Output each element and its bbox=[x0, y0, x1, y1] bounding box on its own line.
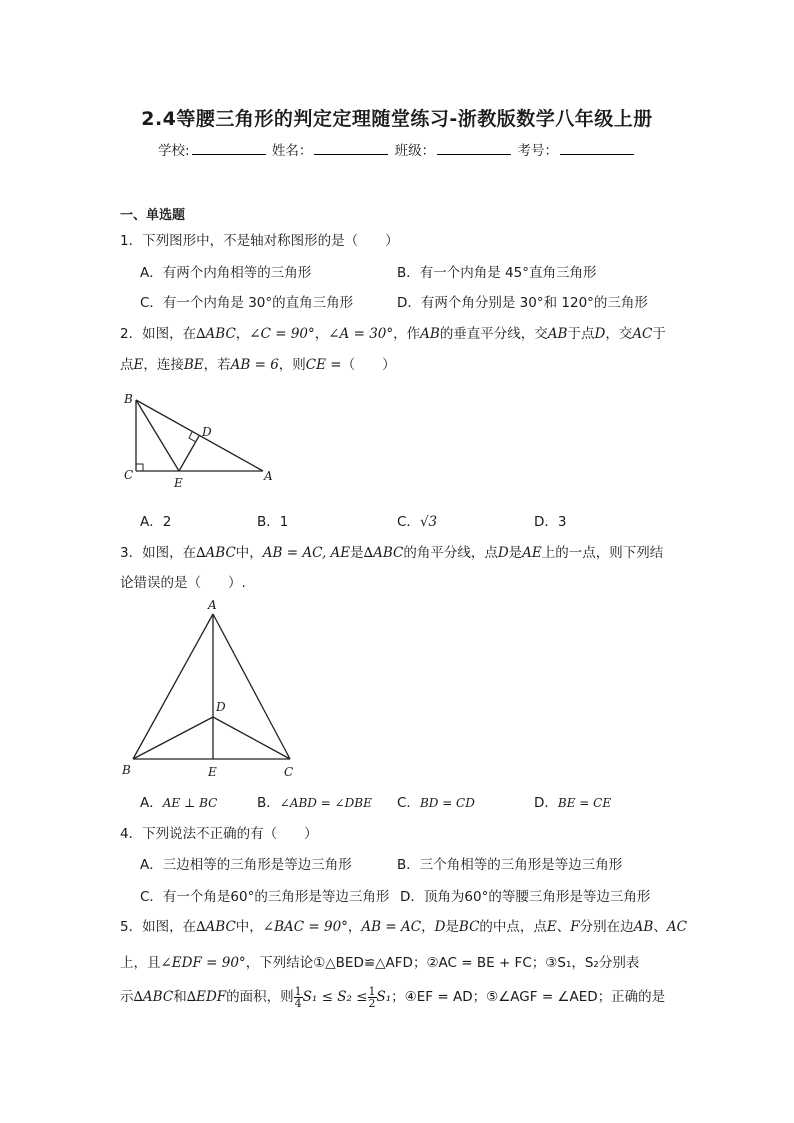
q5-stem-line2 bbox=[120, 951, 639, 971]
q2-text: ，交 bbox=[605, 326, 633, 342]
q3-text: 3．如图，在 bbox=[120, 545, 197, 561]
q3-math: AB = AC, AE bbox=[262, 545, 351, 561]
q2-math: BE bbox=[183, 357, 204, 373]
label-b: B bbox=[124, 392, 133, 406]
q2-math: ∠C = 90° bbox=[249, 326, 315, 342]
q2-text: （ ） bbox=[341, 357, 396, 373]
q2-option-c-prefix: C． bbox=[397, 514, 420, 530]
q2-math: ∠A = 30° bbox=[328, 326, 394, 342]
q2-text: 点 bbox=[120, 357, 134, 373]
q3-stem-line1 bbox=[120, 541, 663, 561]
q3-option-b-text: ∠ABD = ∠DBE bbox=[279, 796, 372, 810]
section-title: 一、单选题 bbox=[120, 208, 186, 223]
q2-text: 于 bbox=[652, 326, 666, 342]
q5-stem-line1 bbox=[120, 915, 687, 935]
q4-option-b: B．三个角相等的三角形是等边三角形 bbox=[397, 857, 623, 873]
exam-no-blank bbox=[560, 142, 634, 155]
q1-option-b: B．有一个内角是 45°直角三角形 bbox=[397, 265, 597, 281]
label-a: A bbox=[264, 469, 273, 483]
exam-no-label: 考号： bbox=[517, 143, 558, 159]
q2-stem-line1 bbox=[120, 322, 666, 342]
q5-math: E bbox=[546, 919, 557, 935]
label-d: D bbox=[202, 425, 212, 439]
q5-text: 中， bbox=[235, 919, 263, 935]
q2-text: ，若 bbox=[203, 357, 231, 373]
q3-math: ∆ABC bbox=[196, 545, 236, 561]
q2-text: 于点 bbox=[567, 326, 595, 342]
q5-math: ∠EDF = 90° bbox=[160, 955, 246, 971]
q2-math: D bbox=[594, 326, 606, 342]
q2-math: AB bbox=[420, 326, 440, 342]
q5-conclusion-2: ②AC = BE + FC bbox=[426, 955, 532, 971]
q3-text: 上的一点，则下列结 bbox=[541, 545, 664, 561]
label-a: A bbox=[208, 598, 217, 612]
q5-math: F bbox=[570, 919, 580, 935]
name-label: 姓名： bbox=[271, 143, 313, 159]
q3-math: AE bbox=[522, 545, 542, 561]
q5-math: AC bbox=[666, 919, 687, 935]
q2-text: ，则 bbox=[278, 357, 306, 373]
q5-text: ； bbox=[412, 955, 427, 971]
q5-text: ， bbox=[421, 919, 435, 935]
q2-text: 的垂直平分线，交 bbox=[439, 326, 548, 342]
label-b: B bbox=[122, 763, 131, 777]
q5-stem-line3 bbox=[120, 985, 665, 1009]
q2-option-c bbox=[397, 510, 437, 530]
q1-stem: 1．下列图形中，不是轴对称图形的是（ ） bbox=[120, 233, 399, 249]
segment-ab bbox=[133, 614, 213, 759]
segment-de bbox=[179, 436, 199, 471]
q2-math: AB = 6 bbox=[230, 357, 279, 373]
fraction-denominator: 2 bbox=[368, 996, 376, 1010]
q5-math: ∆EDF bbox=[186, 989, 227, 1005]
q5-conclusion-4: ④EF = AD bbox=[404, 989, 473, 1005]
label-c: C bbox=[284, 765, 294, 779]
label-d: D bbox=[216, 700, 226, 714]
q2-text: 2．如图，在 bbox=[120, 326, 197, 342]
q3-option-c-prefix: C． bbox=[397, 795, 420, 811]
q2-option-d: D．3 bbox=[534, 514, 567, 530]
q3-text: 是 bbox=[350, 545, 364, 561]
q2-text: ， bbox=[314, 326, 329, 342]
q5-math: ∆ABC bbox=[196, 919, 236, 935]
q5-text: ；正确的是 bbox=[597, 989, 666, 1005]
q5-math: S₁ ≤ S₂ ≤ bbox=[302, 989, 368, 1005]
q5-conclusion-5: ⑤∠AGF = ∠AED bbox=[486, 989, 598, 1005]
q5-text: 是 bbox=[445, 919, 459, 935]
right-angle-mark-c bbox=[136, 464, 143, 471]
q2-math: ∆ABC bbox=[196, 326, 236, 342]
q5-math: D bbox=[434, 919, 446, 935]
label-e: E bbox=[174, 476, 183, 490]
label-c: C bbox=[124, 468, 134, 482]
q3-option-c bbox=[397, 791, 475, 811]
q3-option-d bbox=[534, 791, 611, 811]
segment-ab bbox=[136, 400, 263, 471]
q5-text: 示 bbox=[120, 989, 134, 1005]
q3-text: 的角平分线，点 bbox=[403, 545, 498, 561]
q2-option-b: B．1 bbox=[257, 514, 289, 530]
q5-math: BC bbox=[458, 919, 480, 935]
class-blank bbox=[437, 142, 511, 155]
fraction-one-quarter bbox=[294, 986, 303, 1009]
student-info-line bbox=[0, 139, 794, 159]
q5-text: ； bbox=[531, 955, 546, 971]
q5-conclusion-3: ③S₁，S₂ bbox=[545, 955, 599, 971]
q2-text: ，作 bbox=[393, 326, 421, 342]
q3-math: ∆ABC bbox=[363, 545, 404, 561]
q1-option-d: D．有两个角分别是 30°和 120°的三角形 bbox=[397, 295, 648, 311]
name-blank bbox=[314, 142, 388, 155]
q2-math: E bbox=[133, 357, 144, 373]
q4-option-c: C．有一个角是60°的三角形是等边三角形 bbox=[140, 889, 390, 905]
fraction-one-half bbox=[368, 986, 377, 1009]
q5-text: 的中点，点 bbox=[479, 919, 547, 935]
q2-option-c-value: √3 bbox=[419, 514, 438, 530]
q3-option-d-text: BE = CE bbox=[557, 796, 612, 810]
q3-figure bbox=[118, 596, 308, 782]
q5-text: ， bbox=[347, 919, 362, 935]
q3-option-a bbox=[140, 791, 217, 811]
q2-figure bbox=[118, 388, 278, 492]
class-label: 班级： bbox=[394, 143, 436, 159]
q3-option-a-prefix: A． bbox=[140, 795, 163, 811]
q3-option-c-text: BD = CD bbox=[419, 796, 475, 810]
q2-text: ，连接 bbox=[143, 357, 184, 373]
q4-stem: 4．下列说法不正确的有（ ） bbox=[120, 826, 318, 842]
q2-math: AB bbox=[547, 326, 568, 342]
q3-math: D bbox=[497, 545, 509, 561]
q2-stem-line2 bbox=[120, 353, 396, 373]
label-e: E bbox=[208, 765, 217, 779]
q3-text: 中， bbox=[235, 545, 263, 561]
school-label: 学校: bbox=[158, 143, 190, 159]
q5-text: 5．如图，在 bbox=[120, 919, 197, 935]
q1-option-c: C．有一个内角是 30°的直角三角形 bbox=[140, 295, 354, 311]
q5-text: 、 bbox=[556, 919, 571, 935]
q3-text: 是 bbox=[508, 545, 523, 561]
q3-option-b bbox=[257, 791, 372, 811]
segment-be bbox=[136, 400, 179, 471]
q3-stem-line2: 论错误的是（ ）. bbox=[120, 575, 246, 591]
q5-text: 分别在边 bbox=[579, 919, 634, 935]
q5-conclusion-1: ①△BED≌△AFD bbox=[313, 955, 413, 971]
q5-math: ∠BAC = 90° bbox=[262, 919, 348, 935]
q2-text: ， bbox=[235, 326, 250, 342]
fraction-numerator: 1 bbox=[368, 984, 376, 998]
q5-text: 和 bbox=[173, 989, 187, 1005]
q2-option-a: A．2 bbox=[140, 514, 172, 530]
q1-option-a: A．有两个内角相等的三角形 bbox=[140, 265, 312, 281]
q5-text: 的面积，则 bbox=[226, 989, 294, 1005]
q4-option-a: A．三边相等的三角形是等边三角形 bbox=[140, 857, 352, 873]
q5-text: ，下列结论 bbox=[245, 955, 314, 971]
q5-text: 上，且 bbox=[120, 955, 161, 971]
q5-math: AB bbox=[633, 919, 654, 935]
q5-text: ； bbox=[472, 989, 487, 1005]
q2-math: CE = bbox=[305, 357, 342, 373]
q5-math: ∆ABC bbox=[133, 989, 174, 1005]
q3-option-b-prefix: B． bbox=[257, 795, 280, 811]
segment-ac bbox=[213, 614, 290, 759]
fraction-denominator: 4 bbox=[294, 996, 302, 1010]
q5-math: S₁ bbox=[376, 989, 392, 1005]
q5-text: ； bbox=[391, 989, 405, 1005]
q5-text: 分别表 bbox=[598, 955, 640, 971]
q3-option-d-prefix: D． bbox=[534, 795, 558, 811]
q3-option-a-text: AE ⊥ BC bbox=[162, 796, 218, 810]
school-blank bbox=[192, 142, 266, 155]
page-title: 2.4等腰三角形的判定定理随堂练习-浙教版数学八年级上册 bbox=[141, 108, 653, 130]
fraction-numerator: 1 bbox=[294, 984, 302, 998]
q4-option-d: D．顶角为60°的等腰三角形是等边三角形 bbox=[400, 889, 651, 905]
q2-math: AC bbox=[632, 326, 653, 342]
q5-math: AB = AC bbox=[361, 919, 422, 935]
q5-text: 、 bbox=[653, 919, 667, 935]
